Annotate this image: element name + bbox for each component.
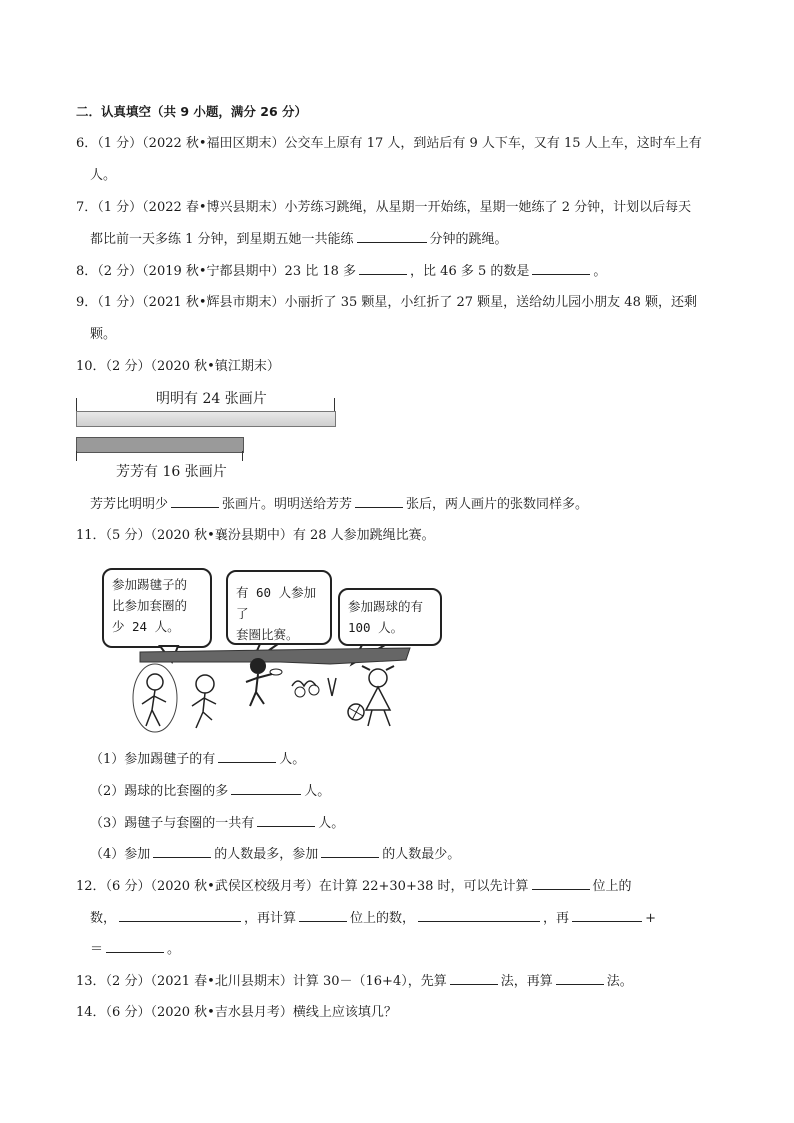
question-11-sub1	[90, 750, 305, 769]
section-title: 二．认真填空（共 9 小题，满分 26 分）	[76, 104, 308, 119]
answer-blank[interactable]	[257, 814, 315, 827]
question-10-text-c: 张后，两人画片的张数同样多。	[406, 497, 589, 512]
answer-blank[interactable]	[321, 845, 379, 858]
q12-text-f: ，再	[543, 911, 570, 926]
question-6-line1: 6．（1 分）（2022 秋•福田区期末）公交车上原有 17 人，到站后有 9 人下车，又有 15 人上车，这时车上有	[76, 136, 702, 151]
question-12-line1	[76, 877, 632, 896]
question-7-text-b: 分钟的跳绳。	[429, 232, 508, 247]
sports-illustration	[100, 560, 424, 735]
question-14-line1: 14．（6 分）（2020 秋•吉水县月考）横线上应该填几？	[76, 1005, 397, 1020]
q13-text-a: 13．（2 分）（2021 春•北川县期末）计算 30－（16+4），先算	[76, 974, 447, 989]
question-10-fill	[90, 495, 588, 514]
speech-bubble-3: 参加踢球的有 100 人。	[338, 588, 442, 646]
answer-blank[interactable]	[153, 845, 211, 858]
q13-text-c: 法。	[606, 974, 633, 989]
sub3-text-b: 人。	[318, 816, 345, 831]
question-8	[76, 262, 606, 281]
question-7-text-a: 都比前一天多练 1 分钟，到星期五她一共能练	[90, 232, 354, 247]
q12-text-a: 12．（6 分）（2020 秋•武侯区校级月考）在计算 22+30+38 时，可以先计算	[76, 879, 529, 894]
answer-blank[interactable]	[119, 909, 241, 922]
q12-text-c: 数，	[90, 911, 117, 926]
figure-bottom-label: 芳芳有 16 张画片	[116, 464, 227, 480]
answer-blank[interactable]	[355, 495, 403, 508]
bar-mingming	[76, 411, 336, 427]
question-9-line2: 颗。	[90, 327, 117, 342]
q12-text-h: ＝	[90, 942, 104, 957]
question-12-line3	[90, 940, 180, 959]
q12-text-d: ，再计算	[244, 911, 297, 926]
question-11-sub3	[90, 814, 344, 833]
question-11-line1: 11．（5 分）（2020 秋•襄汾县期中）有 28 人参加跳绳比赛。	[76, 528, 435, 543]
question-6-line2: 人。	[90, 168, 117, 183]
q13-text-b: 法，再算	[500, 974, 553, 989]
answer-blank[interactable]	[532, 877, 590, 890]
answer-blank[interactable]	[171, 495, 219, 508]
answer-blank[interactable]	[532, 262, 590, 275]
figure-tick	[334, 398, 335, 412]
answer-blank[interactable]	[359, 262, 407, 275]
question-8-text-c: 。	[593, 264, 607, 279]
answer-blank[interactable]	[106, 940, 164, 953]
speech-bubble-2: 有 60 人参加了 套圈比赛。	[226, 570, 332, 645]
answer-blank[interactable]	[450, 972, 498, 985]
question-13	[76, 972, 633, 991]
answer-blank[interactable]	[556, 972, 604, 985]
bar-fangfang	[76, 437, 244, 453]
sub4-text-b: 的人数最多，参加	[214, 847, 319, 862]
q12-text-e: 位上的数，	[350, 911, 416, 926]
question-11-sub4	[90, 845, 460, 864]
question-7-line2	[90, 230, 508, 249]
question-8-text-b: ，比 46 多 5 的数是	[410, 264, 530, 279]
question-10-line1: 10．（2 分）（2020 秋•镇江期末）	[76, 359, 280, 374]
question-9-line1: 9．（1 分）（2021 秋•辉县市期末）小丽折了 35 颗星，小红折了 27 颗星，送给幼儿园小朋友 48 颗，还剩	[76, 295, 697, 310]
answer-blank[interactable]	[231, 782, 301, 795]
question-10-text-b: 张画片。明明送给芳芳	[222, 497, 353, 512]
question-10-text-a: 芳芳比明明少	[90, 497, 169, 512]
answer-blank[interactable]	[572, 909, 642, 922]
answer-blank[interactable]	[357, 230, 427, 243]
figure-top-label: 明明有 24 张画片	[156, 391, 267, 407]
question-7-line1: 7．（1 分）（2022 春•博兴县期末）小芳练习跳绳，从星期一开始练，星期一她练了 2 分钟，计划以后每天	[76, 200, 692, 215]
question-8-text-a: 8．（2 分）（2019 秋•宁都县期中）23 比 18 多	[76, 264, 357, 279]
answer-blank[interactable]	[418, 909, 540, 922]
q12-text-i: 。	[167, 942, 181, 957]
q12-text-b: 位上的	[592, 879, 632, 894]
sub3-text-a: （3）踢毽子与套圈的一共有	[90, 816, 255, 831]
figure-tick	[76, 451, 77, 461]
question-12-line2	[90, 909, 656, 928]
speech-bubble-1: 参加踢毽子的 比参加套圈的 少 24 人。	[102, 568, 212, 648]
sub4-text-c: 的人数最少。	[382, 847, 461, 862]
sub1-text-a: （1）参加踢毽子的有	[90, 752, 216, 767]
sub2-text-b: 人。	[304, 784, 331, 799]
figure-tick	[242, 451, 243, 461]
figure-tick	[76, 398, 77, 412]
q12-text-g: +	[645, 911, 656, 926]
sub1-text-b: 人。	[279, 752, 306, 767]
answer-blank[interactable]	[299, 909, 347, 922]
sub2-text-a: （2）踢球的比套圈的多	[90, 784, 229, 799]
answer-blank[interactable]	[218, 750, 276, 763]
sub4-text-a: （4）参加	[90, 847, 151, 862]
question-11-sub2	[90, 782, 330, 801]
